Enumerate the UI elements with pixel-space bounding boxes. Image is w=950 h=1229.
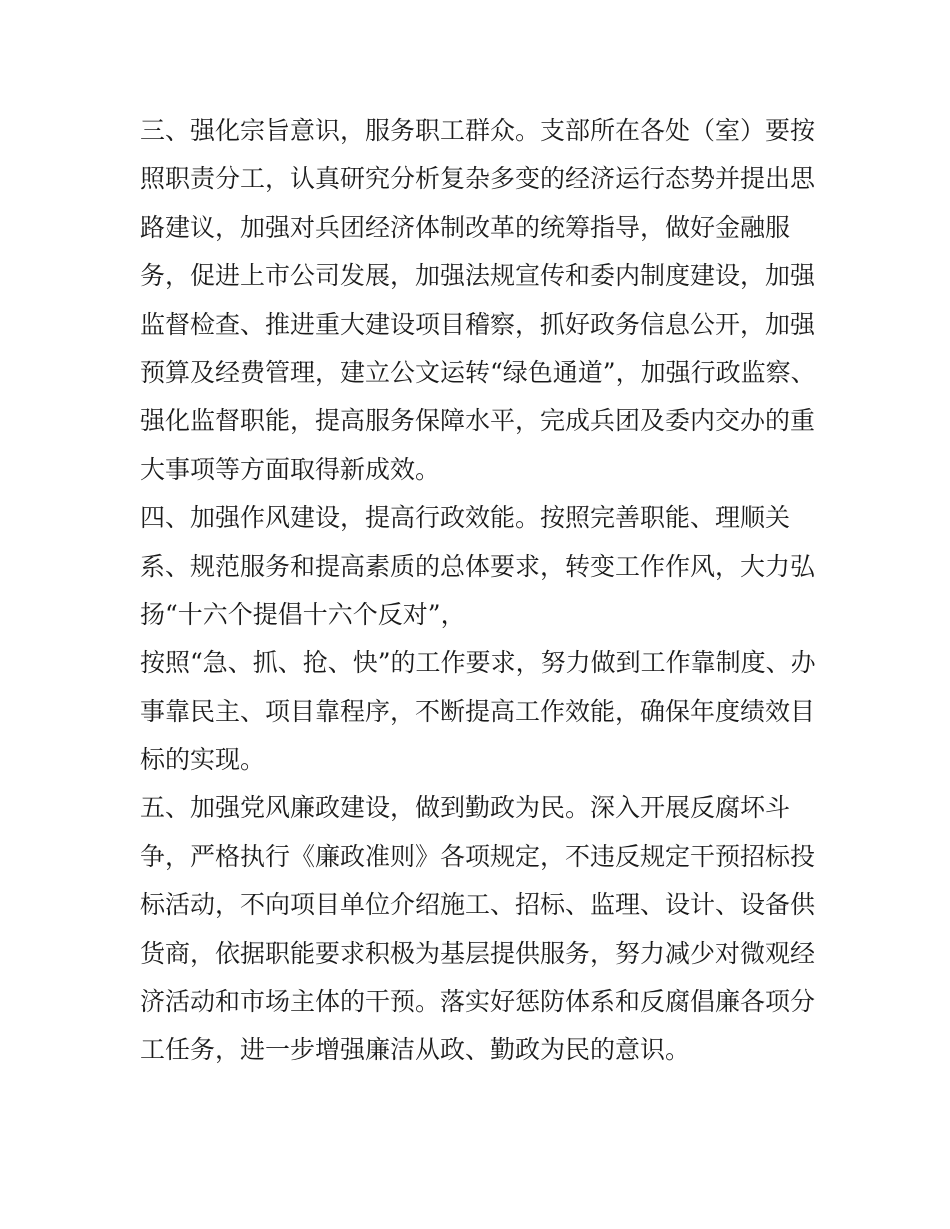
text-line: 工任务，进一步增强廉洁从政、勤政为民的意识。 [140,1035,691,1065]
text-line: 大事项等方面取得新成效。 [140,454,441,484]
text-line: 系、规范服务和提高素质的总体要求，转变工作作风，大力弘 [140,551,816,581]
text-line: 事靠民主、项目靠程序，不断提高工作效能，确保年度绩效目 [140,696,816,726]
text-line: 监督检查、推进重大建设项目稽察，抓好政务信息公开，加强 [140,309,816,339]
text-line: 济活动和市场主体的干预。落实好惩防体系和反腐倡廉各项分 [140,987,816,1017]
text-line: 五、加强党风廉政建设，做到勤政为民。深入开展反腐坏斗 [140,793,791,823]
text-line: 按照“急、抓、抢、快”的工作要求，努力做到工作靠制度、办 [140,648,816,678]
text-line: 货商，依据职能要求积极为基层提供服务，努力减少对微观经 [140,938,816,968]
text-line: 照职责分工，认真研究分析复杂多变的经济运行态势并提出思 [140,164,816,194]
body-text [140,107,820,1075]
text-line: 标活动，不向项目单位介绍施工、招标、监理、设计、设备供 [140,890,816,920]
text-line: 务，促进上市公司发展，加强法规宣传和委内制度建设，加强 [140,261,816,291]
text-line: 预算及经费管理，建立公文运转“绿色通道”，加强行政监察、 [140,357,816,387]
text-line: 扬“十六个提倡十六个反对”， [140,599,466,629]
text-line: 三、强化宗旨意识，服务职工群众。支部所在各处（室）要按 [140,116,816,145]
text-line: 强化监督职能，提高服务保障水平，完成兵团及委内交办的重 [140,406,816,436]
text-line: 四、加强作风建设，提高行政效能。按照完善职能、理顺关 [140,503,791,533]
text-line: 标的实现。 [140,745,266,775]
text-line: 争，严格执行《廉政准则》各项规定，不违反规定干预招标投 [140,841,816,871]
text-line: 路建议，加强对兵团经济体制改革的统筹指导，做好金融服 [140,212,791,242]
